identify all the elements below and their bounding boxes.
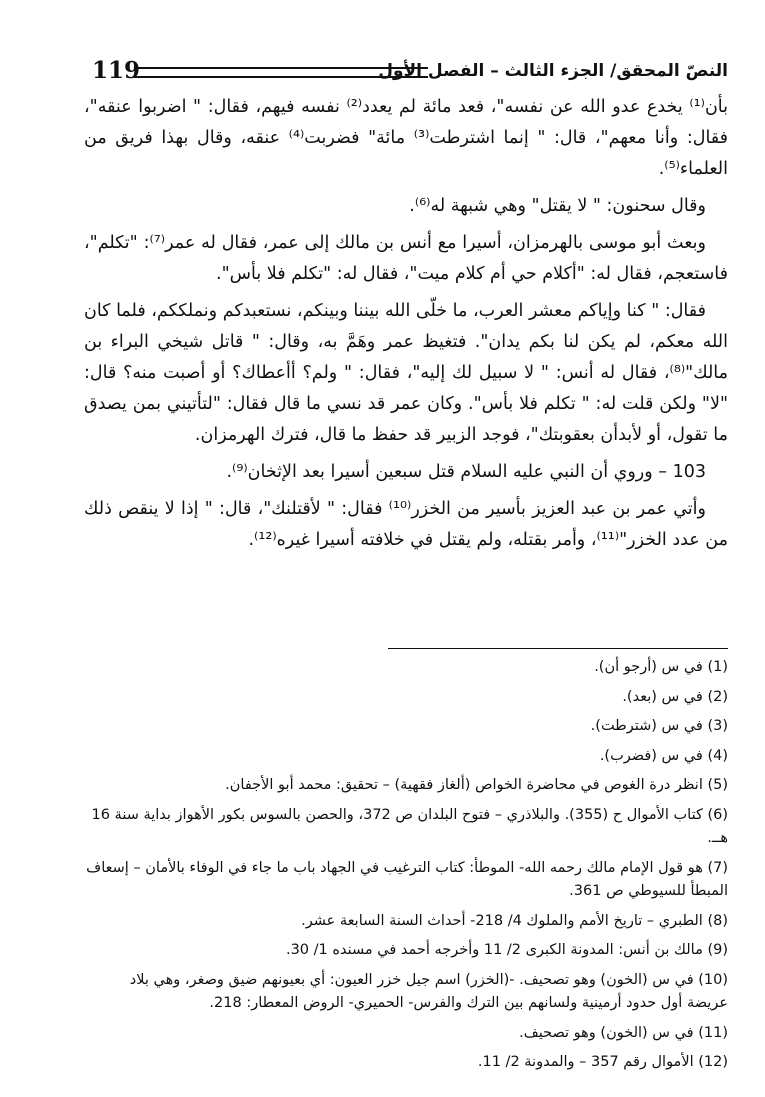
footnote-5: [86, 774, 728, 798]
footnote-12: [86, 1051, 728, 1075]
footnote-text: هو قول الإمام مالك رحمه الله- الموطأ: كتاب الترغيب في الجهاد باب ما جاء في الوفاء بالأمان – إسعاف المبطأ للسيوطي ص 361.: [86, 859, 728, 899]
footnote-text: في س (بعد).: [622, 688, 703, 705]
footnote-6: [86, 804, 728, 851]
footnote-10: [86, 969, 728, 1016]
footnote-text: في س (أرجو أن).: [594, 659, 703, 675]
paragraph-4: فقال: " كنا وإياكم معشر العرب، ما خلّى الله بيننا وبينكم، نستعبدكم ونملككم، فلما كان الله معكم، لم يكن لنا بكم يدان". فتغيظ عمر وهَمَّ به، وقال: " قاتل شيخي البراء بن مالك"⁽⁸⁾، فقال له أنس: " لا سبيل لك إليه"، فقال: " ولم؟ أأعطاك؟ أو أصبت منه؟ قال: "لا" ولكن قلت له: " تكلم فلا بأس". وكان عمر قد نسي ما قال فقال: "لتأتيني بمن يصدق ما تقول، أو لأبدأن بعقوبتك"، فوجد الزبير قد حفظ ما قال، فترك الهرمزان.: [84, 301, 728, 445]
footnote-9: [86, 939, 728, 963]
footnote-number: (3): [707, 718, 728, 734]
footnote-text: كتاب الأموال ح (355). والبلاذري – فتوح البلدان ص 372، والحصن بالسوس بكور الأهواز بداية سنة 16 هــ.: [91, 806, 728, 846]
paragraph-5: 103 – وروي أن النبي عليه السلام قتل سبعين أسيرا بعد الإثخان⁽⁹⁾.: [226, 462, 706, 482]
footnote-text: في س (الخون) وهو تصحيف. -(الخزر) اسم جيل خزر العيون: أي بعيونهم ضيق وصغر، وهي بلاد عريضة أول حدود أرمينية ولسانهم بين الترك والفرس- الحميري- الروض المعطار: 218.: [129, 971, 728, 1011]
footnote-2: [86, 686, 728, 710]
footnote-3: [86, 715, 728, 739]
footnote-7: [86, 857, 728, 904]
footnote-number: (5): [707, 777, 728, 793]
footnote-8: [86, 910, 728, 934]
footnote-text: انظر درة الغوص في محاضرة الخواص (ألغاز فقهية) – تحقيق: محمد أبو الأجفان.: [225, 777, 703, 793]
footnote-separator: [388, 648, 728, 649]
footnote-text: الأموال رقم 357 – والمدونة 2/ 11.: [477, 1054, 694, 1070]
page-header: [92, 56, 728, 90]
footnote-number: (1): [707, 659, 728, 675]
footnote-1: [86, 656, 728, 680]
footnote-text: في س (فضرب).: [599, 747, 703, 764]
footnotes: [86, 656, 728, 1081]
footnote-number: (12): [698, 1054, 728, 1070]
footnote-number: (7): [707, 859, 728, 876]
footnote-number: (4): [707, 747, 728, 764]
page-number: 119: [92, 57, 141, 84]
paragraph-3: وبعث أبو موسى بالهرمزان، أسيرا مع أنس بن مالك إلى عمر، فقال له عمر⁽⁷⁾: "تكلم"، فاستعجم، فقال له: "أكلام حي أم كلام ميت"، فقال له: "تكلم فلا بأس".: [84, 233, 728, 284]
running-title: النصّ المحقق/ الجزء الثالث – الفصل الأول: [378, 61, 728, 81]
footnote-text: في س (شترطت).: [590, 718, 703, 734]
paragraph-1: بأن⁽¹⁾ يخدع عدو الله عن نفسه"، فعد مائة لم يعدد⁽²⁾ نفسه فيهم، فقال: " اضربوا عنقه"، فقال: وأنا معهم"، قال: " إنما اشترطت⁽³⁾ مائة" فضربت⁽⁴⁾ عنقه، وقال بهذا فريق من العلماء⁽⁵⁾.: [84, 97, 728, 179]
footnote-number: (8): [707, 912, 728, 929]
footnote-text: في س (الخون) وهو تصحيف.: [519, 1024, 694, 1041]
footnote-11: [86, 1022, 728, 1046]
paragraph-6: وأتي عمر بن عبد العزيز بأسير من الخزر⁽¹⁰⁾ فقال: " لأقتلنك"، قال: " إذا لا ينقص ذلك من عدد الخزر"⁽¹¹⁾، وأمر بقتله، ولم يقتل في خلافته أسيرا غيره⁽¹²⁾.: [84, 499, 728, 550]
footnote-number: (11): [698, 1024, 728, 1041]
footnote-4: [86, 745, 728, 769]
footnote-text: مالك بن أنس: المدونة الكبرى 2/ 11 وأخرجه أحمد في مسنده 1/ 30.: [285, 942, 703, 958]
footnote-number: (2): [707, 688, 728, 705]
footnote-number: (10): [698, 971, 728, 988]
footnote-number: (9): [707, 942, 728, 958]
footnote-number: (6): [707, 806, 728, 823]
footnote-text: الطبري – تاريخ الأمم والملوك 4/ 218- أحداث السنة السابعة عشر.: [301, 912, 703, 929]
main-text: [84, 92, 728, 562]
paragraph-2: وقال سحنون: " لا يقتل" وهي شبهة له⁽⁶⁾.: [409, 196, 706, 216]
